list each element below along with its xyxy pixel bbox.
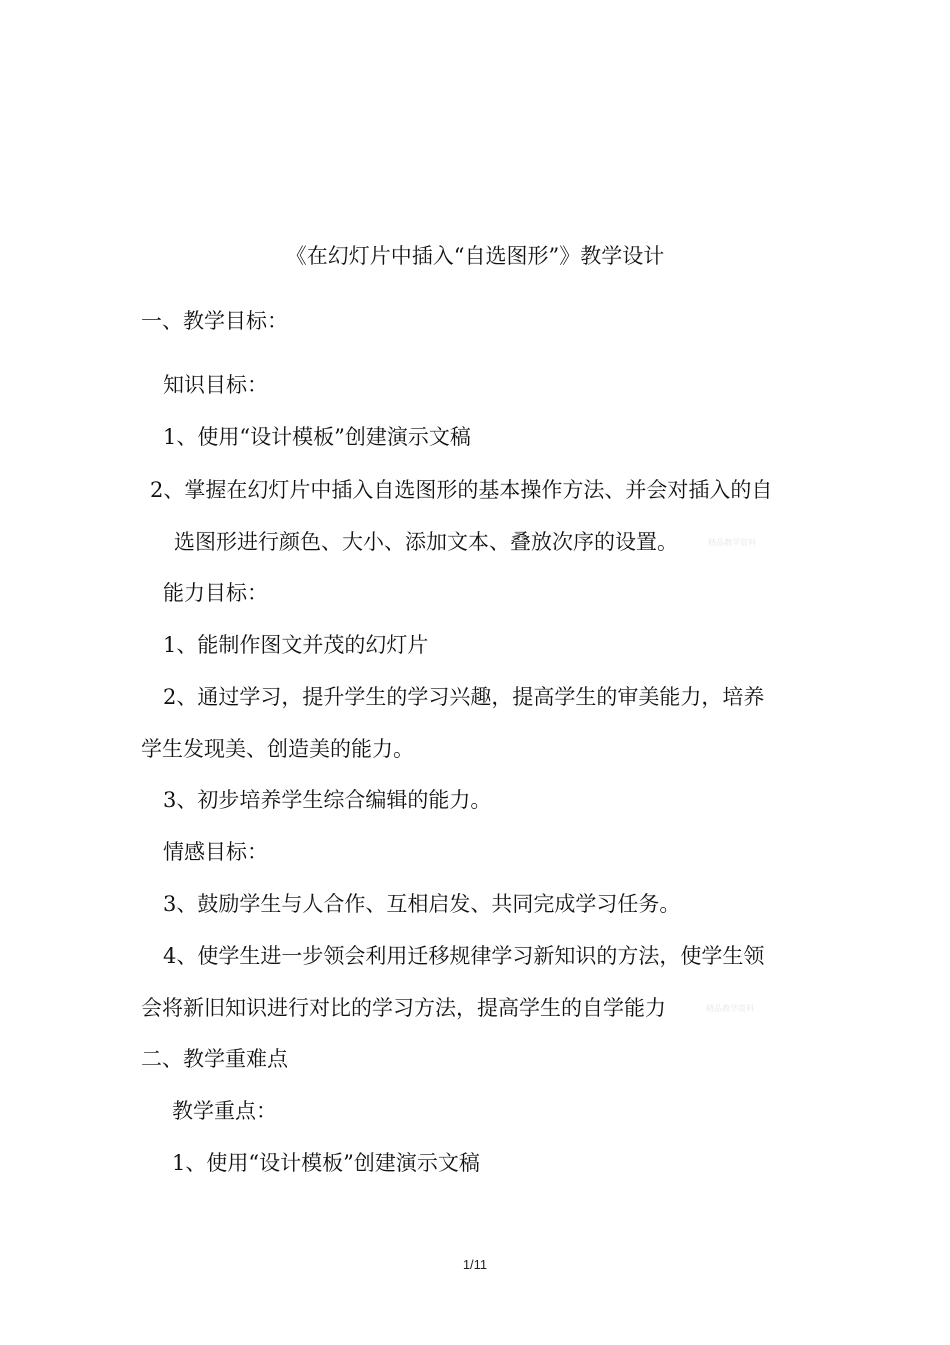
section-heading-objectives: 一、教学目标： — [141, 309, 288, 333]
teaching-focus-item-1: 1、使用“设计模板”创建演示文稿 — [172, 1151, 480, 1175]
document-title: 《在幻灯片中插入“自选图形”》教学设计 — [285, 244, 665, 268]
faint-watermark-text: 精品教学资料 — [708, 538, 756, 547]
knowledge-item-2-line-1: 2、掌握在幻灯片中插入自选图形的基本操作方法、并会对插入的自 — [150, 478, 773, 502]
ability-item-2-line-1: 2、通过学习，提升学生的学习兴趣，提高学生的审美能力，培养 — [163, 685, 765, 709]
ability-item-1: 1、能制作图文并茂的幻灯片 — [163, 633, 429, 657]
knowledge-item-1: 1、使用“设计模板”创建演示文稿 — [163, 425, 471, 449]
subheading-ability-goals: 能力目标： — [163, 581, 268, 605]
subheading-teaching-focus: 教学重点： — [172, 1099, 277, 1123]
faint-watermark-text: 精品教学资料 — [706, 1004, 754, 1013]
subheading-knowledge-goals: 知识目标： — [163, 373, 268, 397]
emotion-item-4-line-1: 4、使学生进一步领会利用迁移规律学习新知识的方法，使学生领 — [163, 944, 765, 968]
ability-item-2-line-2: 学生发现美、创造美的能力。 — [141, 737, 414, 761]
emotion-item-4-line-2: 会将新旧知识进行对比的学习方法，提高学生的自学能力 — [141, 996, 666, 1020]
emotion-item-3: 3、鼓励学生与人合作、互相启发、共同完成学习任务。 — [163, 892, 681, 916]
knowledge-item-2-line-2: 选图形进行颜色、大小、添加文本、叠放次序的设置。 — [174, 530, 678, 554]
page-number: 1/11 — [462, 1257, 488, 1272]
section-heading-key-difficult-points: 二、教学重难点 — [141, 1047, 288, 1071]
subheading-emotion-goals: 情感目标： — [163, 840, 268, 864]
ability-item-3: 3、初步培养学生综合编辑的能力。 — [163, 788, 492, 812]
